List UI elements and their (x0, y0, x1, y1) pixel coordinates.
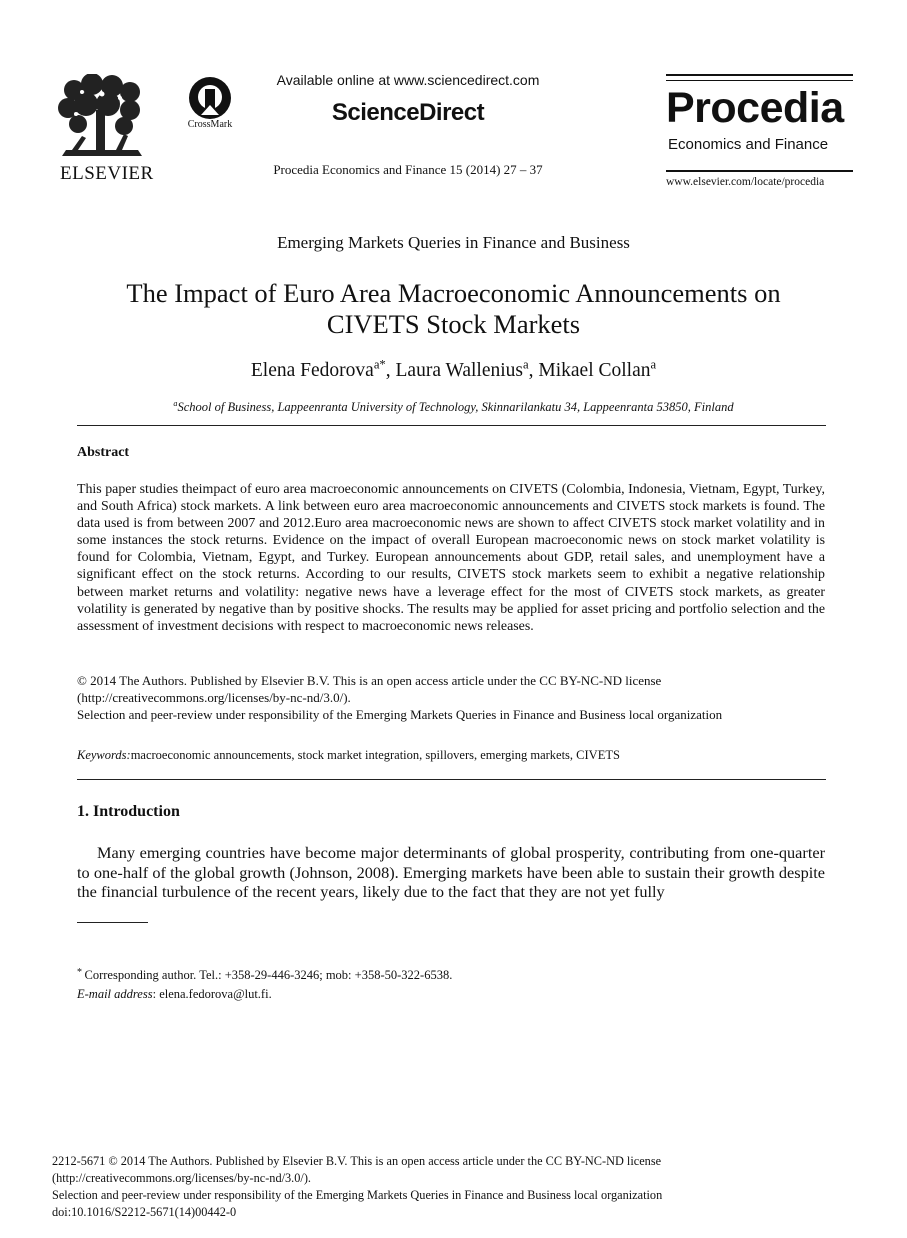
keywords-label: Keywords: (77, 748, 131, 762)
intro-text: Many emerging countries have become major determinants of global prosperity, contributing from one-quarter to one-half of the global growth (Johnson, 2008). Emerging markets have been able to sustain their growth despite the financial turbulence of the recent years, likely due to the fact that they are not yet fully (77, 843, 825, 902)
email-link[interactable]: elena.fedorova@lut.fi. (159, 987, 272, 1001)
footer-license-line1: 2212-5671 © 2014 The Authors. Published by Elsevier B.V. This is an open access article under the CC BY-NC-ND license (52, 1154, 662, 1168)
journal-citation: Procedia Economics and Finance 15 (2014) 27 – 37 (273, 162, 543, 177)
author-sep: , (385, 360, 396, 381)
procedia-url[interactable]: www.elsevier.com/locate/procedia (666, 176, 825, 188)
author-sup: a (523, 357, 529, 372)
elsevier-wordmark: ELSEVIER (60, 163, 154, 184)
footnote-corresponding: * Corresponding author. Tel.: +358-29-446-3246; mob: +358-50-322-6538. (77, 967, 453, 982)
procedia-top-rule-thick (666, 74, 853, 76)
footnote-marker: * (77, 967, 85, 978)
procedia-logo (666, 74, 854, 194)
conference-name: Emerging Markets Queries in Finance and Business (277, 233, 630, 252)
keywords (77, 748, 837, 763)
procedia-bottom-rule (666, 170, 853, 172)
license-line1: © 2014 The Authors. Published by Elsevier B.V. This is an open access article under the CC BY-NC-ND license (77, 673, 662, 688)
author-list (0, 357, 907, 382)
footer-doi[interactable]: doi:10.1016/S2212-5671(14)00442-0 (52, 1205, 237, 1219)
available-online: Available online at www.sciencedirect.com (276, 72, 540, 88)
procedia-top-rule-thin (666, 80, 853, 81)
affiliation (0, 400, 907, 415)
crossmark-label: CrossMark (187, 119, 233, 130)
license-line3: Selection and peer-review under responsibility of the Emerging Markets Queries in Finance and Business local organization (77, 707, 723, 722)
email-label: E-mail address (77, 987, 153, 1001)
footnote-rule (77, 922, 148, 923)
license-link[interactable]: http://creativecommons.org/licenses/by-nc-nd/3.0/ (81, 690, 344, 705)
abstract-heading: Abstract (77, 445, 130, 460)
procedia-subtitle: Economics and Finance (668, 136, 829, 153)
author-sup: a* (373, 357, 386, 372)
license-block (77, 672, 837, 723)
procedia-title: Procedia (666, 84, 844, 132)
paper-title-line2: CIVETS Stock Markets (326, 309, 581, 339)
footer-license-line2: (http://creativecommons.org/licenses/by-nc-nd/3.0/). (52, 1171, 311, 1185)
author-name: Laura Wallenius (395, 360, 523, 381)
elsevier-logo (52, 74, 154, 184)
intro-heading: 1. Introduction (77, 803, 180, 820)
affiliation-sup: a (173, 398, 178, 408)
affiliation-text: School of Business, Lappeenranta University of Technology, Skinnarilankatu 34, Lappeenranta 53850, Finland (177, 400, 734, 414)
license-line2: (http://creativecommons.org/licenses/by-nc-nd/3.0/). (77, 690, 351, 705)
abstract-text: This paper studies theimpact of euro area macroeconomic announcements on CIVETS (Colombia, Indonesia, Vietnam, Egypt, Turkey, and South Africa) stock markets. A link between euro area macroeconomic announcements and CIVETS stock markets is found. The data used is from between 2007 and 2012.Euro area macroeconomic news are shown to affect CIVETS stock market volatility and in some instances the stock returns. Evidence on the impact of overall European macroeconomic news on stock market volatility is found for Colombia, Vietnam, Egypt, and Turkey. European announcements about GDP, retail sales, and unemployment have a significant effect on the stock returns. According to our results, CIVETS stock markets seem to exhibit a negative relationship between market returns and volatility: negative news have a leverage effect for the most of CIVETS stock markets, as greater volatility is generated by negative than by positive shocks. The results may be applied for asset pricing and portfolio selection and the assessment of investment decisions with respect to macroeconomic news releases. (77, 482, 825, 634)
page-footer (52, 1153, 872, 1221)
footer-license-link[interactable]: http://creativecommons.org/licenses/by-nc-nd/3.0/ (56, 1171, 304, 1185)
footer-selection: Selection and peer-review under responsibility of the Emerging Markets Queries in Finance and Business local organization (52, 1188, 663, 1202)
author-name: Mikael Collan (538, 360, 651, 381)
author-sep: , (528, 360, 539, 381)
elsevier-tree-icon (52, 74, 152, 160)
paper-title-line1: The Impact of Euro Area Macroeconomic Announcements on (126, 278, 781, 308)
author-name: Elena Fedorova (250, 360, 374, 381)
footnote (77, 963, 837, 1004)
footnote-email: E-mail address: elena.fedorova@lut.fi. (77, 987, 272, 1001)
crossmark-icon (187, 75, 233, 121)
author-sup: a (650, 357, 657, 372)
rule-top (77, 425, 826, 426)
sciencedirect-logo[interactable]: ScienceDirect (331, 99, 485, 126)
rule-bottom (77, 779, 826, 780)
keywords-text: macroeconomic announcements, stock market integration, spillovers, emerging markets, CIVETS (130, 748, 620, 762)
